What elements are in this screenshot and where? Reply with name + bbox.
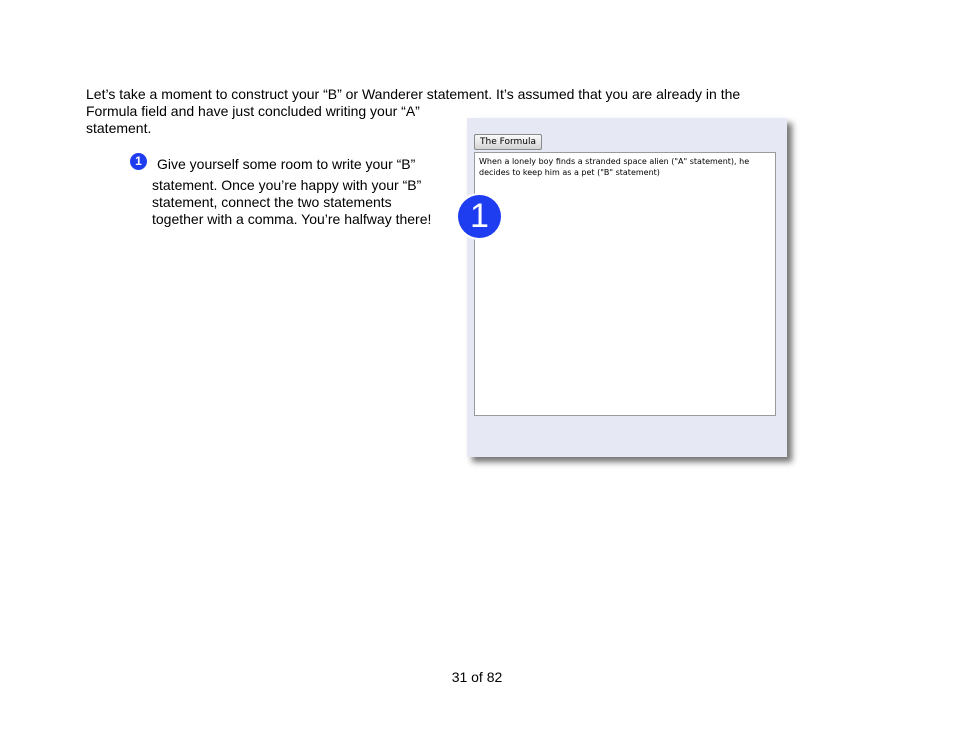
step-text-line: together with a comma. You’re halfway there! <box>152 211 432 227</box>
formula-text-field[interactable] <box>474 152 776 416</box>
formula-text-line: decides to keep him as a pet ("B" statement) <box>479 168 660 177</box>
formula-tab-button[interactable]: The Formula <box>474 134 542 150</box>
formula-text-content <box>479 156 773 178</box>
formula-panel-screenshot <box>467 118 787 457</box>
step-text-line: statement, connect the two statements <box>152 194 392 210</box>
step-text-line: Give yourself some room to write your “B” <box>157 156 416 172</box>
intro-line: Let’s take a moment to construct your “B” or Wanderer statement. It’s assumed that you are already in the <box>86 86 741 102</box>
intro-line: statement. <box>86 120 152 136</box>
callout-number-badge: 1 <box>458 195 501 238</box>
step-number-badge: 1 <box>130 153 147 170</box>
step-text-line: statement. Once you’re happy with your “B” <box>152 177 422 193</box>
page-indicator: 31 of 82 <box>451 669 503 685</box>
intro-line: Formula field and have just concluded writing your “A” <box>86 103 420 119</box>
formula-text-line: When a lonely boy finds a stranded space alien ("A" statement), he <box>479 157 750 166</box>
